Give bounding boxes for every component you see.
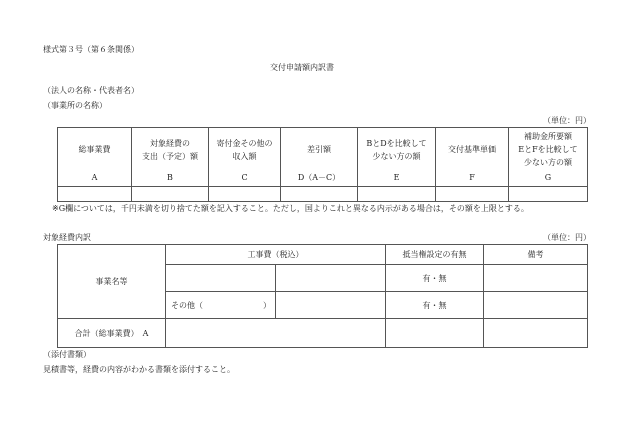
header-line: 交付基準単価 — [448, 145, 496, 154]
total-remarks-cell[interactable] — [484, 319, 588, 348]
corp-name-label: （法人の名称・代表者名） — [43, 86, 139, 95]
cost-breakdown-table — [57, 244, 588, 348]
other-label: その他（ — [171, 300, 203, 310]
construction-cost-header: 工事費（税込） — [166, 245, 386, 265]
grant-breakdown-table — [57, 127, 588, 202]
column-header — [509, 128, 588, 187]
column-header — [281, 128, 358, 187]
other-close: ） — [263, 300, 271, 310]
column-letter: D（A－C） — [297, 173, 341, 182]
column-letter: E — [393, 173, 400, 182]
cost-amount-cell[interactable] — [276, 265, 386, 292]
header-line: 少ない方の額 — [524, 158, 572, 167]
header-line: 少ない方の額 — [372, 151, 421, 161]
other-amount-cell[interactable] — [276, 292, 386, 319]
column-header — [209, 128, 281, 187]
note-text: ※G欄については，千円未満を切り捨てた額を記入すること。ただし，国よりこれと異なる内示がある場合は，その額を上限とする。 — [52, 204, 529, 213]
mortgage-yes-no[interactable]: 有・無 — [386, 265, 484, 292]
cost-item-cell[interactable] — [166, 265, 276, 292]
header-line: BとDを比較して — [366, 138, 427, 148]
mortgage-yes-no[interactable]: 有・無 — [386, 292, 484, 319]
project-name-header: 事業名等 — [58, 245, 166, 319]
column-letter: F — [469, 173, 475, 182]
unit-label-2: （単位：円） — [543, 233, 591, 242]
office-name-label: （事業所の名称） — [43, 101, 107, 110]
header-line: 差引額 — [307, 145, 331, 154]
section-title: 対象経費内訳 — [43, 233, 91, 242]
column-header — [358, 128, 436, 187]
amount-cell[interactable] — [209, 187, 281, 202]
amount-cell[interactable] — [358, 187, 436, 202]
document-title: 交付申請額内訳書 — [270, 63, 334, 72]
header-line: 対象経費の — [150, 138, 190, 148]
remarks-header: 備考 — [484, 245, 588, 265]
column-header — [132, 128, 209, 187]
column-letter: G — [544, 173, 552, 182]
column-header — [436, 128, 509, 187]
header-line: 総事業費 — [78, 145, 111, 154]
remarks-cell[interactable] — [484, 265, 588, 292]
header-line: EとFを比較して — [518, 145, 578, 154]
total-amount-cell[interactable] — [166, 319, 386, 348]
header-line: 補助金所要額 — [524, 132, 572, 141]
column-header — [58, 128, 132, 187]
form-number: 様式第３号（第６条関係） — [43, 45, 139, 54]
amount-cell[interactable] — [509, 187, 588, 202]
unit-label: （単位：円） — [543, 116, 591, 125]
other-item-cell[interactable] — [166, 292, 276, 319]
attachments-label: （添付書類） — [43, 350, 91, 359]
total-label: 合計（総事業費） A — [58, 319, 166, 348]
amount-cell[interactable] — [436, 187, 509, 202]
column-letter: A — [91, 173, 98, 182]
attachments-text: 見積書等，経費の内容がわかる書類を添付すること。 — [43, 365, 235, 374]
amount-cell[interactable] — [58, 187, 132, 202]
header-line: 収入額 — [232, 151, 257, 161]
column-letter: B — [167, 173, 173, 182]
amount-cell[interactable] — [281, 187, 358, 202]
header-line: 寄付金その他の — [216, 138, 273, 148]
column-letter: C — [241, 173, 248, 182]
total-mortgage-cell[interactable] — [386, 319, 484, 348]
mortgage-header: 抵当権設定の有無 — [386, 245, 484, 265]
amount-cell[interactable] — [132, 187, 209, 202]
header-line: 支出（予定）額 — [142, 151, 198, 161]
remarks-cell[interactable] — [484, 292, 588, 319]
